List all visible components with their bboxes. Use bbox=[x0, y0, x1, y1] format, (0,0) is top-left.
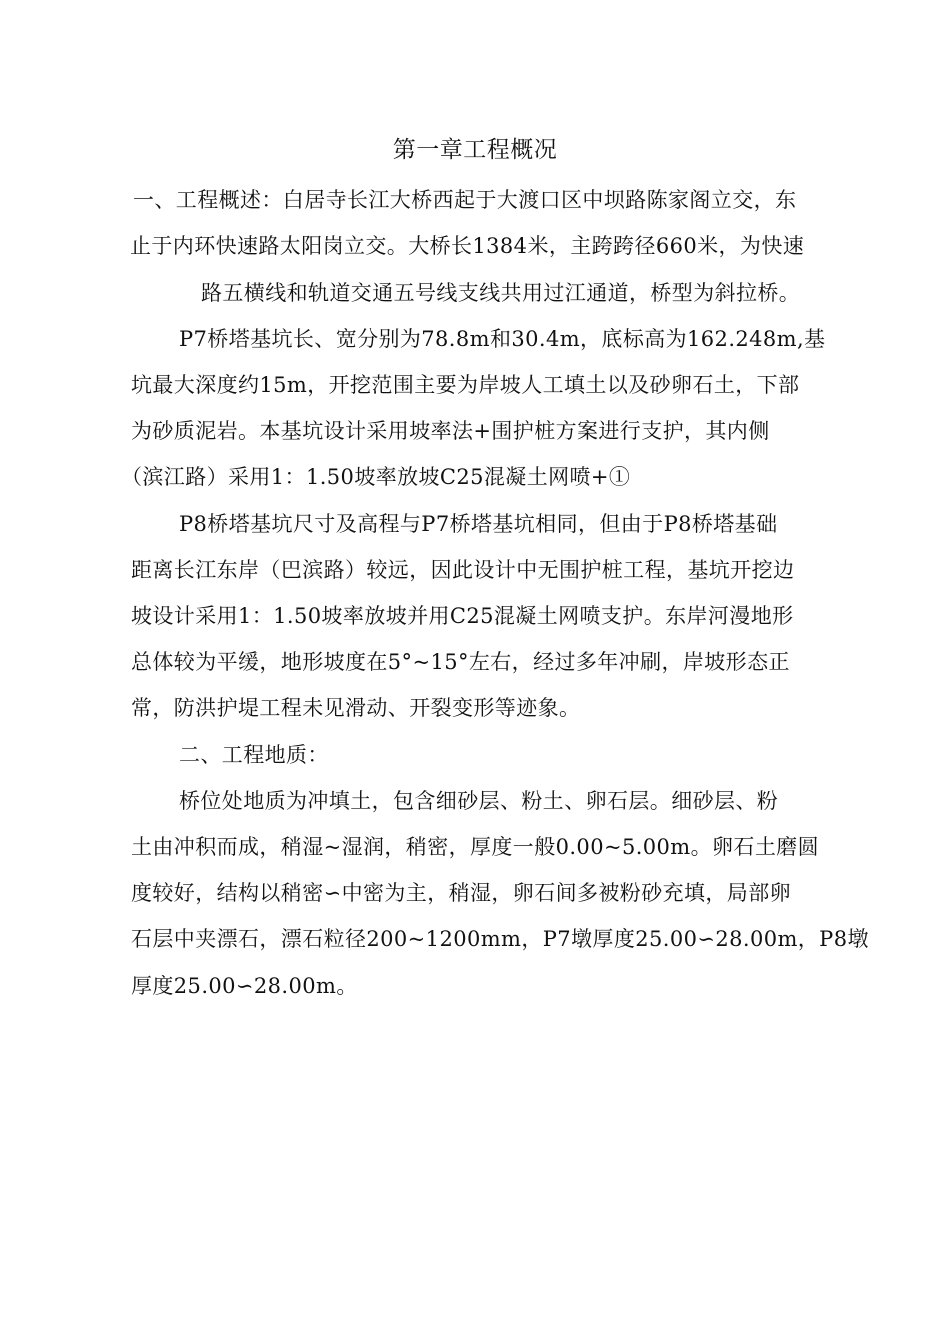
paragraph-line: 常，防洪护堤工程未见滑动、开裂变形等迹象。 bbox=[131, 696, 581, 720]
paragraph-line: （滨江路）采用1：1.50坡率放坡C25混凝土网喷+① bbox=[121, 465, 631, 489]
chapter-title: 第一章工程概况 bbox=[392, 137, 558, 163]
paragraph-line: 距离长江东岸（巴滨路）较远，因此设计中无围护桩工程，基坑开挖边 bbox=[131, 558, 795, 582]
paragraph-line: 桥位处地质为冲填土，包含细砂层、粉土、卵石层。细砂层、粉 bbox=[179, 789, 779, 813]
paragraph-line: 土由冲积而成，稍湿~湿润，稍密，厚度一般0.00~5.00m。卵石土磨圆 bbox=[131, 835, 820, 859]
paragraph-line: 坡设计采用1：1.50坡率放坡并用C25混凝土网喷支护。东岸河漫地形 bbox=[131, 604, 794, 628]
paragraph-line: 为砂质泥岩。本基坑设计采用坡率法+围护桩方案进行支护，其内侧 bbox=[131, 419, 770, 443]
paragraph-line: 止于内环快速路太阳岗立交。大桥长1384米，主跨跨径660米，为快速 bbox=[130, 234, 805, 258]
paragraph-line: 石层中夹漂石，漂石粒径200~1200mm，P7墩厚度25.00∽28.00m，P8墩 bbox=[131, 927, 869, 951]
paragraph-line: 厚度25.00∽28.00m。 bbox=[131, 974, 358, 998]
paragraph-line: 度较好，结构以稍密∽中密为主，稍湿，卵石间多被粉砂充填，局部卵 bbox=[131, 881, 791, 905]
paragraph-line: 总体较为平缓，地形坡度在5°~15°左右，经过多年冲刷，岸坡形态正 bbox=[131, 650, 790, 674]
section-heading: 二、工程地质： bbox=[179, 743, 329, 767]
paragraph-line: P8桥塔基坑尺寸及高程与P7桥塔基坑相同，但由于P8桥塔基础 bbox=[179, 512, 778, 536]
paragraph-line: 路五横线和轨道交通五号线支线共用过江通道，桥型为斜拉桥。 bbox=[201, 281, 801, 305]
paragraph-line: 坑最大深度约15m，开挖范围主要为岸坡人工填土以及砂卵石土，下部 bbox=[131, 373, 800, 397]
paragraph-line: P7桥塔基坑长、宽分别为78.8m和30.4m，底标高为162.248m,基 bbox=[179, 327, 826, 351]
paragraph-line: 一、工程概述：白居寺长江大桥西起于大渡口区中坝路陈家阁立交，东 bbox=[133, 188, 797, 212]
